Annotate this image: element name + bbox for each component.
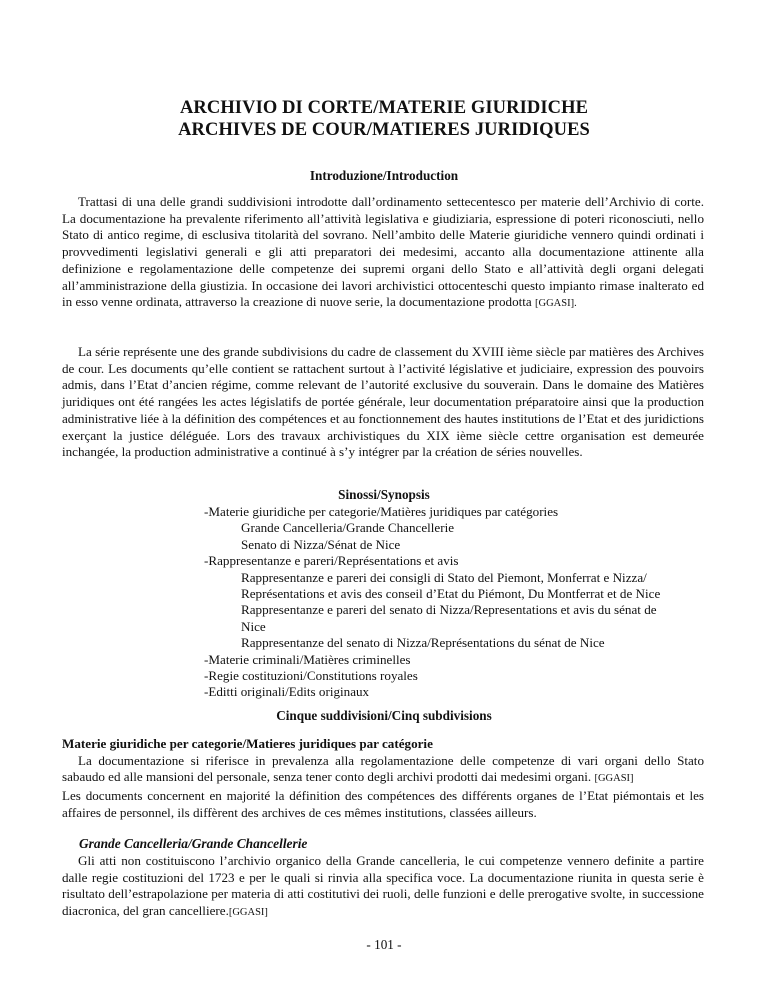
synopsis-heading: Sinossi/Synopsis — [338, 487, 430, 502]
synopsis-list — [204, 504, 744, 701]
synopsis-subitem: Représentations et avis des conseil d’Etat du Piémont, Du Montferrat et de Nice — [241, 586, 661, 602]
section-paragraph-french: Les documents concernent en majorité la définition des compétences des différents organes de l’Etat piémontais et les affaires de personnel, ils diffèrent des archives de ces mêmes institutions, classées ailleurs. — [62, 788, 704, 820]
introduction-paragraph-french — [62, 344, 704, 461]
reference-tag: [GGASI] — [228, 907, 268, 919]
page-number: - 101 - — [366, 937, 402, 952]
subsection-text: Gli atti non costituiscono l’archivio organico della Grande cancelleria, le cui competenze vennero definite a partire dalle regie costituzioni del 1723 e per le quali si rinvia alla specifica voce. La documentazione riunita in questa serie è risultato dell’estrapolazione per materia di atti costitutivi dei ruoli, delle funzioni e delle prerogative svolte, in successione diacronica, del gran cancelliere. — [62, 853, 704, 919]
introduction-text-french: La série représente une des grande subdivisions du cadre de classement du XVIII ième siècle par matières des Archives de cour. Les documents qu’elle contient se rattachent surtout à l’activité législative et judiciaire, expression des pouvoirs admis, dans l’Etat d’ancien régime, comme relevant de l’autorité exclusive du souverain. Dans le domaine des Matières juridiques ont été rangées les actes législatifs de portée générale, leur documentation préparatoire ainsi que la production administrative liée à la définition des compétences et au fonctionnement des hautes institutions de l’Etat et des juridictions exerçant la justice déléguée. Lors des travaux archivistiques du XIX ième siècle cettre organisation est demeurée inchangée, la production administrative a continué à s’y intégrer par la création de séries nouvelles. — [62, 344, 704, 460]
subsection-heading: Grande Cancelleria/Grande Chancellerie — [79, 836, 308, 851]
synopsis-item: -Rappresentanze e pareri/Représentations et avis — [204, 553, 459, 569]
section-paragraph-italian — [62, 753, 704, 788]
title-line-italian: ARCHIVIO DI CORTE/MATERIE GIURIDICHE — [179, 98, 589, 118]
synopsis-subitem: Grande Cancelleria/Grande Chancellerie — [241, 520, 455, 536]
document-title — [0, 97, 768, 141]
reference-tag: [GGASI]. — [535, 298, 577, 310]
synopsis-subitem: Senato di Nizza/Sénat de Nice — [241, 536, 401, 552]
synopsis-subitem: Rappresentanze e pareri dei consigli di Stato del Piemont, Monferrat e Nizza/ — [241, 569, 647, 585]
synopsis-subitem: Rappresentanze del senato di Nizza/Représentations du sénat de Nice — [241, 635, 605, 651]
reference-tag: [GGASI] — [594, 773, 634, 785]
synopsis-item: -Editti originali/Edits originaux — [204, 684, 370, 700]
introduction-heading: Introduzione/Introduction — [309, 168, 459, 183]
title-line-french: ARCHIVES DE COUR/MATIERES JURIDIQUES — [178, 120, 590, 140]
synopsis-item: -Regie costituzioni/Constitutions royales — [204, 668, 418, 684]
section-heading: Materie giuridiche per categorie/Matieres juridiques par catégorie — [62, 736, 433, 751]
introduction-paragraph-italian — [62, 194, 704, 313]
section-text-italian: La documentazione si riferisce in prevalenza alla regolamentazione delle competenze di vari organi dello Stato sabaudo ed alle mansioni del personale, senza tener conto degli archivi prodotti dai medesimi organi. — [62, 752, 704, 785]
subdivisions-heading: Cinque suddivisioni/Cinq subdivisions — [276, 708, 492, 723]
synopsis-item: -Materie giuridiche per categorie/Matières juridiques par catégories — [204, 504, 559, 519]
synopsis-subitem: Nice — [241, 618, 266, 634]
subsection-paragraph — [62, 853, 704, 922]
introduction-text-italian: Trattasi di una delle grandi suddivisioni introdotte dall’ordinamento settecentesco per materie dell’Archivio di corte. La documentazione ha prevalente riferimento all’attività legislativa e giudiziaria, espressione di poteri riconosciuti, nello Stato di antico regime, di esclusiva titolarità del sovrano. Nell’ambito delle Materie giuridiche vennero quindi ordinati i provvedimenti legislativi generali e gli atti preparatori dei medesimi, accanto alla documentazione attinente alla definizione e regolamentazione delle competenze dei supremi organi dello Stato e all’attività degli organi delegati all’amministrazione della giustizia. In occasione dei lavori archivistici ottocenteschi questo impianto rimase inalterato ed in esso venne ordinata, attraverso la creazione di nuove serie, la documentazione prodotta — [62, 194, 704, 310]
subdivision-section — [62, 736, 704, 822]
synopsis-subitem: Rappresentanze e pareri del senato di Nizza/Representations et avis du sénat de — [241, 602, 657, 618]
synopsis-item: -Materie criminali/Matières criminelles — [204, 651, 411, 667]
